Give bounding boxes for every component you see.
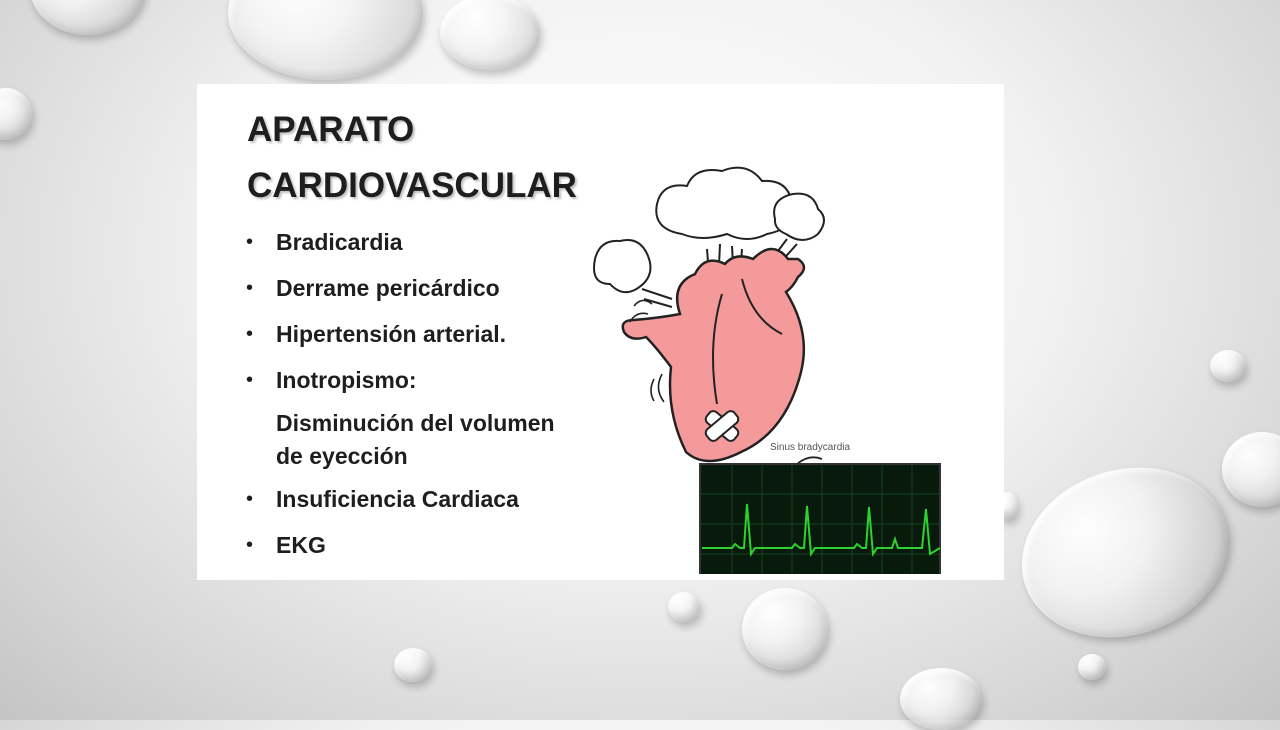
water-droplet xyxy=(1078,654,1106,680)
title-line-2: CARDIOVASCULAR xyxy=(247,166,577,205)
slide-title xyxy=(247,102,577,214)
bullet-item: • Bradicardia xyxy=(242,226,572,259)
title-line-1: APARATO xyxy=(247,110,415,149)
water-droplet xyxy=(668,592,700,622)
bullet-item: • Inotropismo: xyxy=(242,364,572,397)
water-droplet xyxy=(0,88,32,140)
water-droplet xyxy=(228,0,423,80)
bullet-item: • Hipertensión arterial. xyxy=(242,318,572,351)
bullet-list xyxy=(242,226,572,575)
water-droplet xyxy=(900,668,982,730)
water-droplet xyxy=(1210,350,1246,382)
bullet-item: • EKG xyxy=(242,529,572,562)
water-droplet xyxy=(440,0,540,70)
water-droplet xyxy=(1222,432,1280,507)
bullet-continuation: Disminución del volumen de eyección xyxy=(276,410,555,469)
water-droplet xyxy=(1000,442,1251,664)
water-droplet xyxy=(30,0,145,35)
bullet-item: • Insuficiencia Cardiaca xyxy=(242,483,572,516)
ekg-monitor-icon xyxy=(700,464,940,574)
water-droplet xyxy=(394,648,432,682)
water-droplet xyxy=(742,588,828,670)
heart-ekg-illustration xyxy=(592,164,952,574)
bullet-item: • Derrame pericárdico xyxy=(242,272,572,305)
slide-content-panel xyxy=(197,84,1004,580)
image-caption: Sinus bradycardia xyxy=(770,442,851,453)
